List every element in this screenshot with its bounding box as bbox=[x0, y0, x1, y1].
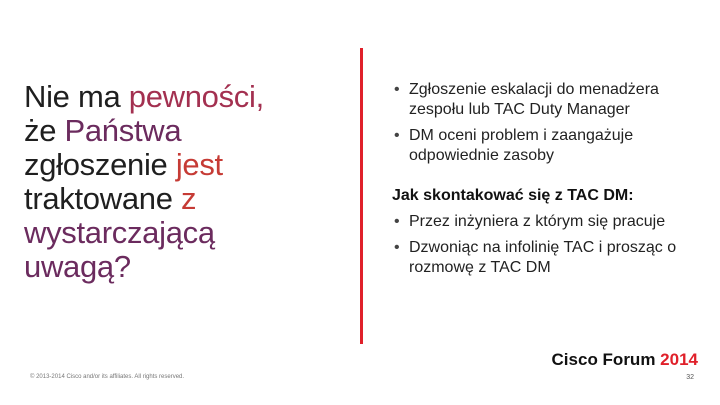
bullet-list-escalation bbox=[392, 80, 702, 166]
page-number: 32 bbox=[686, 374, 694, 381]
headline-word: Państwa bbox=[64, 113, 182, 148]
copyright-notice: © 2013-2014 Cisco and/or its affiliates. All rights reserved. bbox=[30, 374, 185, 380]
headline-word: jest bbox=[175, 147, 223, 182]
slide-headline bbox=[24, 80, 344, 284]
headline-word: zgłoszenie bbox=[24, 147, 168, 182]
brand-name: Cisco Forum bbox=[551, 350, 656, 369]
bullet-item: • Dzwoniąc na infolinię TAC i prosząc o rozmowę z TAC DM bbox=[392, 238, 702, 278]
headline-word: ma bbox=[77, 79, 121, 114]
bullet-item: • Zgłoszenie eskalacji do menadżera zespołu lub TAC Duty Manager bbox=[392, 80, 702, 120]
headline-word: traktowane bbox=[24, 181, 173, 216]
brand-year: 2014 bbox=[660, 350, 698, 369]
bullet-list-contact bbox=[392, 212, 702, 278]
headline-word: uwagą? bbox=[24, 249, 131, 284]
bullet-item: • DM oceni problem i zaangażuje odpowiednie zasoby bbox=[392, 126, 702, 166]
content-panel bbox=[392, 80, 702, 284]
headline-word: z bbox=[180, 181, 197, 216]
vertical-divider bbox=[360, 48, 363, 344]
bullet-item: • Przez inżyniera z którym się pracuje bbox=[392, 212, 702, 232]
contact-subheading: Jak skontakować się z TAC DM: bbox=[392, 187, 634, 204]
headline-word: Nie bbox=[24, 79, 70, 114]
headline-word: wystarczającą bbox=[24, 215, 215, 250]
headline-word: pewności, bbox=[128, 79, 264, 114]
headline-word: że bbox=[24, 113, 57, 148]
brand-logo-text bbox=[552, 350, 698, 370]
